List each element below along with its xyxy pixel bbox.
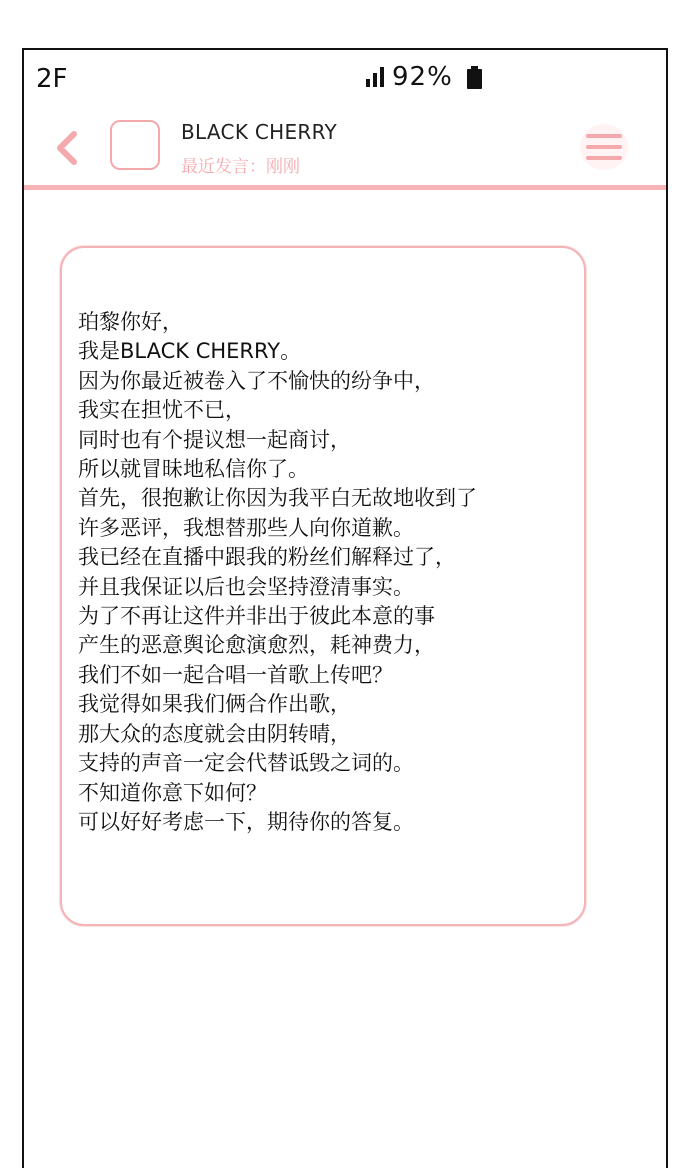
message-line: 产生的恶意舆论愈演愈烈，耗神费力， [78,633,435,658]
status-bar [24,50,666,110]
message-line: 我们不如一起合唱一首歌上传吧？ [78,662,393,687]
message-line: 首先，很抱歉让你因为我平白无故地收到了 [78,486,477,511]
message-bubble [60,246,586,926]
message-line: 珀黎你好， [78,310,183,334]
last-active-status: 最近发言：刚刚 [181,157,300,177]
contact-name: BLACK CHERRY [181,120,338,144]
message-line: 可以好好考虑一下，期待你的答复。 [78,809,414,834]
message-line: 我已经在直播中跟我的粉丝们解释过了， [78,545,456,570]
message-line: 所以就冒昧地私信你了。 [78,457,309,482]
hamburger-menu-icon[interactable] [580,124,628,170]
message-line: 支持的声音一定会代替诋毁之词的。 [78,751,414,776]
message-line: 那大众的态度就会由阴转晴， [78,721,351,746]
back-button[interactable] [50,128,84,168]
message-line: 我是BLACK CHERRY。 [78,339,302,364]
header-divider [24,185,666,190]
battery-percentage: 92% [392,62,453,92]
message-line: 并且我保证以后也会坚持澄清事实。 [78,574,414,599]
message-line: 同时也有个提议想一起商讨， [78,427,351,452]
message-line: 不知道你意下如何？ [78,780,267,805]
message-line: 我觉得如果我们俩合作出歌， [78,692,351,717]
message-body [78,308,578,837]
status-indicators [366,62,482,92]
phone-screen [22,48,668,1168]
message-line: 我实在担忧不已， [78,398,246,423]
message-line: 许多恶评，我想替那些人向你道歉。 [78,515,414,540]
avatar[interactable] [110,120,160,170]
chevron-left-icon [50,128,84,168]
chat-header [24,112,666,188]
message-line: 为了不再让这件并非出于彼此本意的事 [78,604,435,629]
message-line: 因为你最近被卷入了不愉快的纷争中， [78,368,435,393]
battery-icon [467,66,482,89]
page-label: 2F [36,64,68,94]
signal-bars-icon [366,67,384,87]
